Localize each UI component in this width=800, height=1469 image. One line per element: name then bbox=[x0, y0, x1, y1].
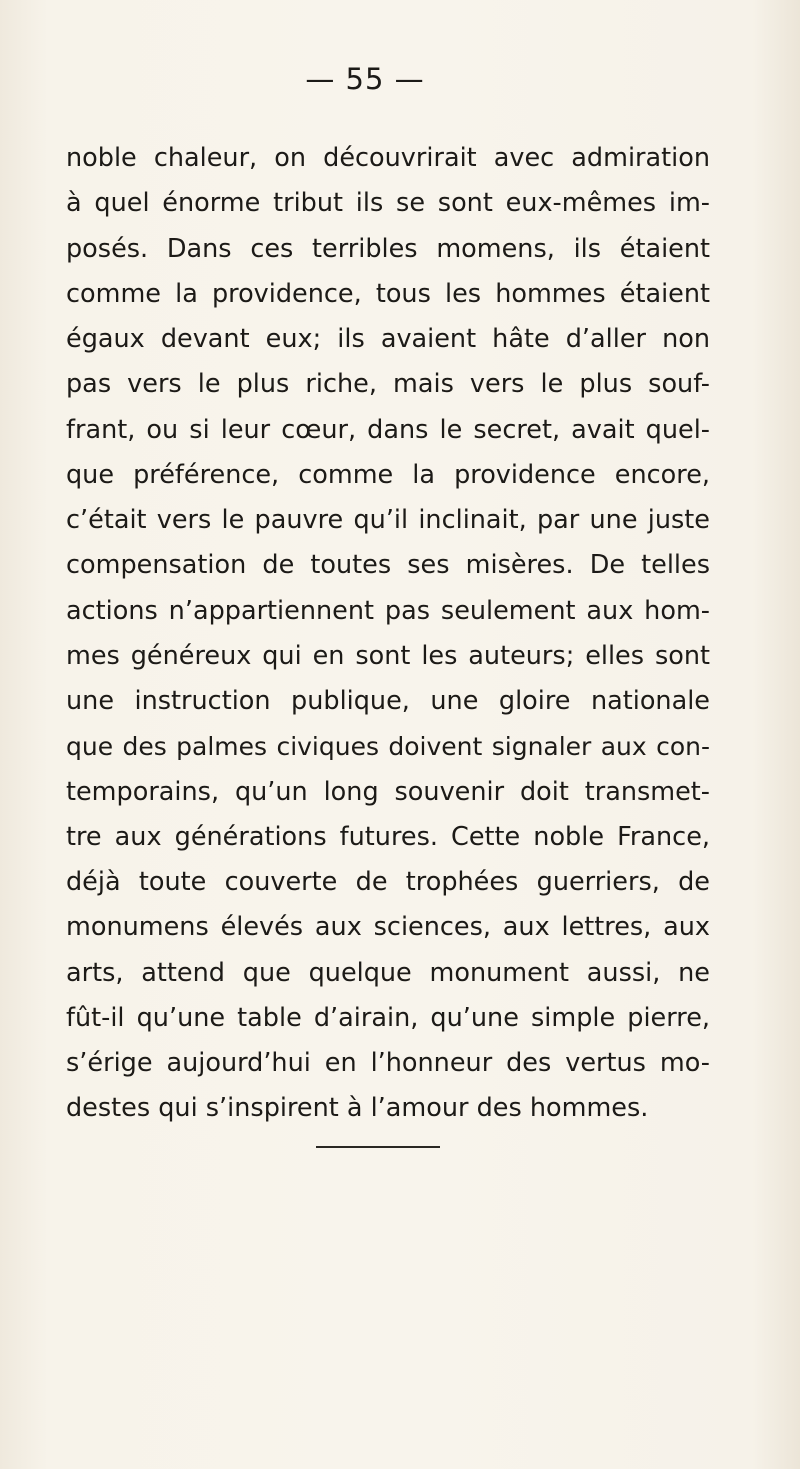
text-line: actions n’appartiennent pas seulement aux hom- bbox=[66, 595, 710, 626]
text-line: compensation de toutes ses misères. De telles bbox=[66, 550, 710, 581]
text-line: que des palmes civiques doivent signaler aux con- bbox=[66, 732, 710, 762]
text-line: frant, ou si leur cœur, dans le secret, avait quel- bbox=[66, 414, 710, 445]
text-line: tre aux générations futures. Cette noble France, bbox=[66, 821, 710, 852]
text-line: arts, attend que quelque monument aussi, ne bbox=[66, 957, 710, 988]
text-line: mes généreux qui en sont les auteurs; elles sont bbox=[66, 640, 710, 671]
text-line: temporains, qu’un long souvenir doit transmet- bbox=[66, 776, 710, 807]
end-rule bbox=[316, 1146, 440, 1148]
text-line: que préférence, comme la providence encore, bbox=[66, 459, 710, 490]
text-line: destes qui s’inspirent à l’amour des hommes. bbox=[66, 1093, 649, 1124]
text-line: c’était vers le pauvre qu’il inclinait, par une juste bbox=[66, 505, 710, 535]
text-line: monumens élevés aux sciences, aux lettres, aux bbox=[66, 912, 710, 943]
body-text bbox=[66, 136, 710, 1132]
text-line: égaux devant eux; ils avaient hâte d’aller non bbox=[66, 324, 710, 354]
text-line: comme la providence, tous les hommes étaient bbox=[66, 278, 710, 309]
text-line: déjà toute couverte de trophées guerriers, de bbox=[66, 867, 710, 897]
text-line: une instruction publique, une gloire nationale bbox=[66, 686, 710, 716]
text-line: à quel énorme tribut ils se sont eux-mêmes im- bbox=[66, 188, 710, 219]
text-line: fût-il qu’une table d’airain, qu’une simple pierre, bbox=[66, 1002, 710, 1033]
text-line: pas vers le plus riche, mais vers le plus souf- bbox=[66, 369, 710, 400]
text-line: posés. Dans ces terribles momens, ils étaient bbox=[66, 233, 710, 264]
text-line: noble chaleur, on découvrirait avec admiration bbox=[66, 143, 710, 173]
page-number: — 55 — bbox=[305, 62, 425, 96]
text-line: s’érige aujourd’hui en l’honneur des vertus mo- bbox=[66, 1048, 710, 1078]
